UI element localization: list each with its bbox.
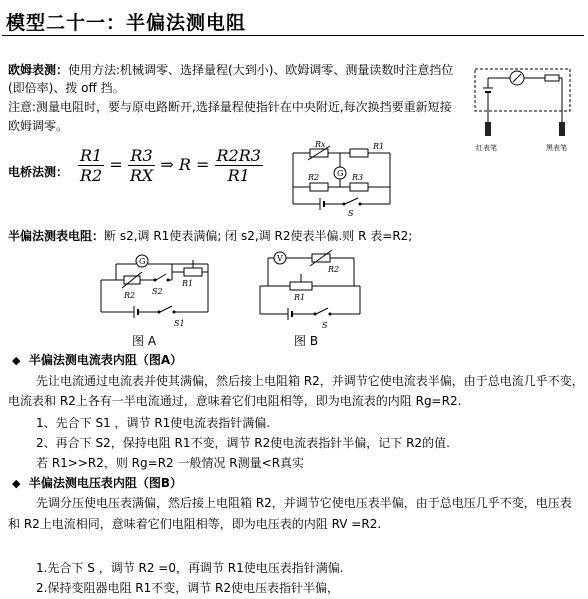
page-title: 模型二十一：半偏法测电阻 <box>6 12 247 34</box>
ammeter-heading <box>12 352 182 369</box>
bullet-diamond-icon: ◆ <box>12 354 21 367</box>
formula-r1: R1 <box>80 146 103 165</box>
bridge-label: 电桥法测： <box>8 165 69 179</box>
bridge-g-label: G <box>337 169 344 178</box>
bridge-diagram <box>288 140 398 218</box>
ohm-line2: (即倍率)、拨 off 挡。 <box>8 81 125 95</box>
ohm-text1: 使用方法:机械调零、选择量程(大到小)、欧姆调零、测量读数时注意挡位 <box>68 63 454 77</box>
ammeter-p2: 电流表和 R2上各有一半电流通过，意味着它们电阻相等，即为电流表的内阻 Rg=R2. <box>8 394 462 408</box>
half-line <box>8 228 412 245</box>
a-g-label: G <box>139 257 146 266</box>
voltmeter-heading <box>12 475 182 492</box>
ohm-label: 欧姆表测： <box>8 63 69 77</box>
voltmeter-step1: 1.先合下 S ，调节 R2 =0，再调节 R1使电压表指针满偏. <box>36 561 344 575</box>
a-r1-label: R1 <box>182 279 194 288</box>
half-label: 半偏法测表电阻： <box>8 229 105 243</box>
ammeter-step3: 若 R1>>R2，则 Rg=R2 一般情况 R测量<R真实 <box>36 456 305 470</box>
red-probe-label: 红表笔 <box>476 144 497 152</box>
bullet-diamond-icon: ◆ <box>12 477 21 490</box>
b-v-label: V <box>277 254 283 263</box>
ammeter-heading-text: 半偏法测电流表内阻（图A） <box>28 353 183 367</box>
formula-rx: RX <box>129 166 154 185</box>
formula-eq2: = <box>196 155 210 174</box>
half-text: 断 s2,调 R1使表满偏; 闭 s2,调 R2使表半偏.则 R 表=R2; <box>104 229 413 243</box>
formula-r3: R3 <box>128 146 155 166</box>
bridge-formula <box>78 146 263 185</box>
bridge-rx-label: Rx <box>315 140 326 149</box>
bridge-r2-label: R2 <box>308 173 320 182</box>
ohm-line1 <box>8 62 453 79</box>
voltmeter-heading-text: 半偏法测电压表内阻（图B） <box>28 476 182 490</box>
voltmeter-p1: 先调分压使电压表满偏，然后接上电阻箱 R2，并调节它使电压表半偏，由于总电压几乎不变，电压表 <box>36 496 572 510</box>
formula-r2r3: R2R3 <box>216 146 261 165</box>
ammeter-p1: 先让电流通过电流表并使其满偏，然后接上电阻箱 R2，并调节它使电流表半偏，由于总电流几乎不变， <box>36 374 584 388</box>
a-r2-label: R2 <box>124 291 136 300</box>
ohm-note1: 注意:测量电阻时，要与原电路断开,选择量程使指针在中央附近,每次换挡要重新短接 <box>8 100 452 114</box>
ohm-meter-diagram <box>470 64 580 154</box>
b-r1-label: R1 <box>294 293 306 302</box>
a-s2-label: S2 <box>152 287 163 296</box>
formula-r: R <box>178 155 191 174</box>
figure-a-caption: 图 A <box>132 334 157 348</box>
figure-b-caption: 图 B <box>294 334 319 348</box>
title-divider <box>2 35 584 36</box>
bridge-r1-label: R1 <box>373 142 385 151</box>
ammeter-step2: 2、再合下 S2，保持电阻 R1不变，调节 R2使电流表指针半偏，记下 R2的值. <box>36 436 450 450</box>
formula-r1b: R1 <box>227 166 250 185</box>
black-probe-label: 黑表笔 <box>546 144 567 152</box>
figure-b-diagram <box>250 248 370 330</box>
formula-eq1: = <box>109 155 123 174</box>
bridge-s-label: S <box>348 209 354 218</box>
b-r2-label: R2 <box>328 265 340 274</box>
voltmeter-step2: 2.保持变阻器电阻 R1不变，调节 R2使电压表指针半偏， <box>36 581 340 595</box>
figure-a-diagram <box>96 250 216 330</box>
b-s-label: S <box>322 321 328 330</box>
formula-r2: R2 <box>80 166 103 185</box>
voltmeter-p2: 和 R2上电流相同，意味着它们电阻相等，即为电压表的内阻 RV =R2. <box>8 517 382 531</box>
ammeter-step1: 1、先合下 S1 ，调节 R1使电流表指针满偏. <box>36 416 271 430</box>
a-s1-label: S1 <box>174 319 185 328</box>
formula-arrow: ⇒ <box>160 155 174 174</box>
bridge-r3-label: R3 <box>352 173 364 182</box>
ohm-note2: 欧姆调零。 <box>8 119 69 133</box>
